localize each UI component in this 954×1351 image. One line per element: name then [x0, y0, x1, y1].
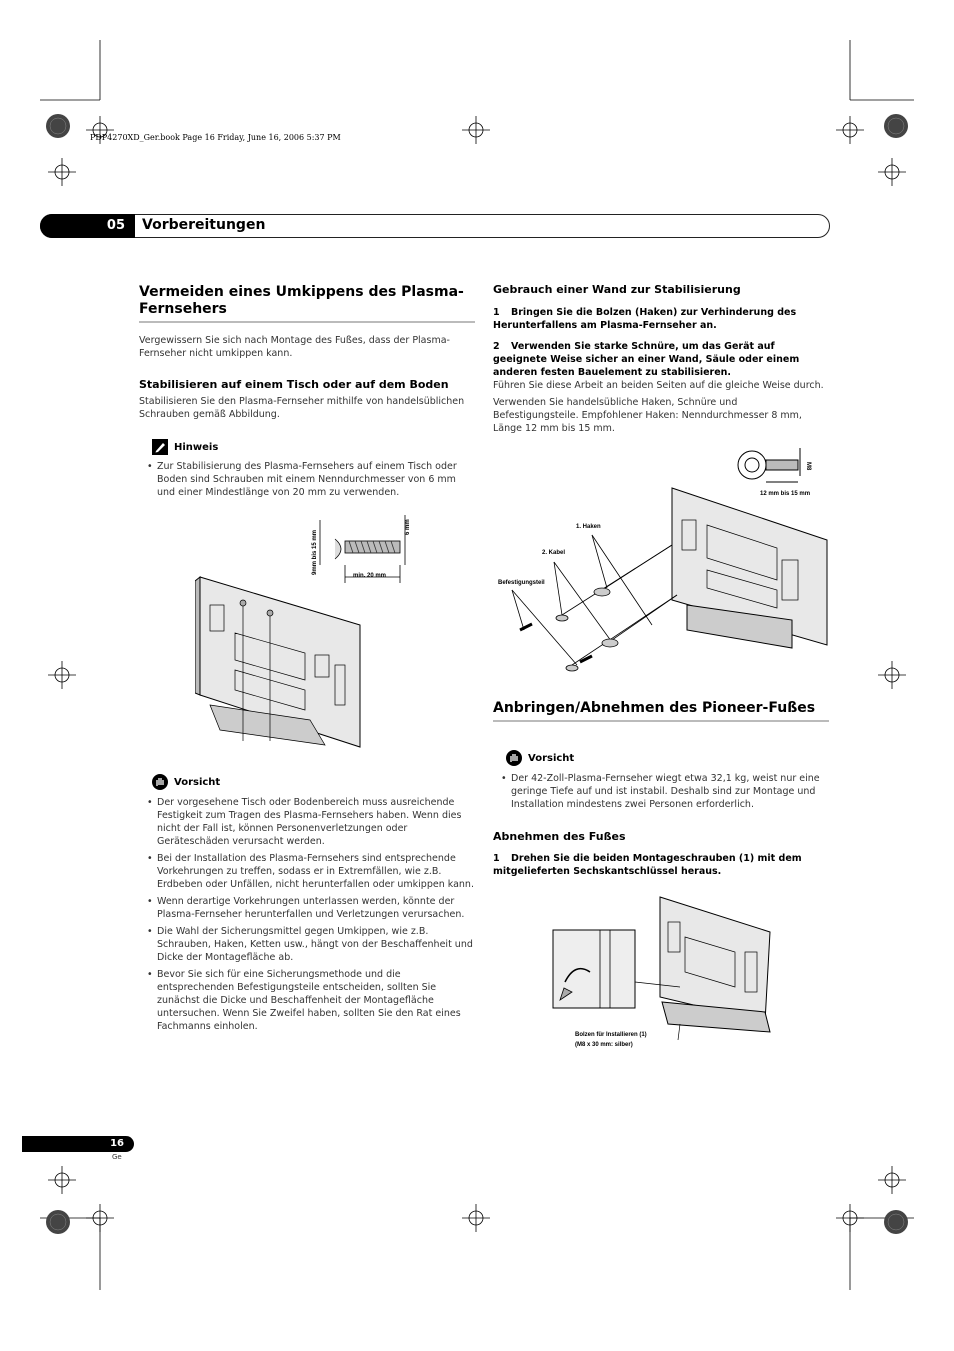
- print-info: PDP4270XD_Ger.book Page 16 Friday, June 16, 2006 5:37 PM: [90, 133, 341, 142]
- figure-wall-stabilization: [492, 440, 832, 685]
- page-number: 16: [22, 1136, 134, 1152]
- note-list: [147, 460, 475, 503]
- list-item: • Der vorgesehene Tisch oder Bodenbereich muss ausreichende Festigkeit zum Tragen des Plasma-Fernsehers haben. Wenn dies nicht der Fall ist, können Personenverletzungen oder Geräteschäden verursacht werden.: [147, 796, 475, 848]
- remove-step-1: 1 Drehen Sie die beiden Montageschrauben (1) mit dem mitgelieferten Sechskantschlüssel heraus.: [493, 853, 802, 877]
- pencil-icon: [152, 439, 168, 455]
- heading-rule: [493, 720, 829, 722]
- fixing-label: Befestigungsteil: [498, 580, 545, 586]
- figure-remove-stand: [550, 892, 775, 1052]
- chapter-title: Vorbereitungen: [142, 217, 266, 233]
- subheading-wall: Gebrauch einer Wand zur Stabilisierung: [493, 283, 741, 296]
- caution-heading-left: [152, 774, 220, 790]
- bolt-label: Bolzen für Installieren (1): [575, 1032, 647, 1038]
- subheading-table-floor: Stabilisieren auf einem Tisch oder auf dem Boden: [139, 378, 449, 391]
- list-item: • Die Wahl der Sicherungsmittel gegen Umkippen, wie z.B. Schrauben, Haken, Ketten usw., hängt von der Beschaffenheit und Dicke der Montagefläche ab.: [147, 925, 475, 964]
- figure-screw-stabilization: [195, 505, 415, 755]
- intro-text: Vergewissern Sie sich nach Montage des Fußes, dass der Plasma-Fernseher nicht umkippen kann.: [139, 335, 450, 359]
- dim-diameter-label: 6 mm: [405, 519, 411, 535]
- list-item: • Der 42-Zoll-Plasma-Fernseher wiegt etwa 32,1 kg, weist nur eine geringe Tiefe auf und ist instabil. Deshalb sind zur Montage und Installation mindestens zwei Personen erforderlich.: [501, 772, 829, 811]
- caution-label: Vorsicht: [528, 752, 575, 764]
- section-heading-tipping: Vermeiden eines Umkippens des Plasma-Fernsehers: [139, 284, 464, 317]
- language-code: Ge: [112, 1153, 122, 1161]
- hand-caution-icon: [152, 774, 168, 790]
- section-heading-stand: Anbringen/Abnehmen des Pioneer-Fußes: [493, 700, 816, 716]
- list-item: • Bevor Sie sich für eine Sicherungsmethode und die entsprechenden Befestigungsteile entscheiden, sollten Sie zunächst die Dicke und Beschaffenheit der Montagefläche untersuchen. Wenn Sie Zweifel haben, sollten Sie den Rat eines Fachmanns einholen.: [147, 968, 475, 1033]
- subheading-remove-stand: Abnehmen des Fußes: [493, 830, 626, 843]
- chapter-number: 05: [40, 214, 135, 238]
- heading-rule: [139, 321, 475, 323]
- caution-label: Vorsicht: [174, 776, 221, 788]
- note-heading: [152, 439, 218, 455]
- wall-step-2-note: Führen Sie diese Arbeit an beiden Seiten auf die gleiche Weise durch.: [493, 380, 824, 391]
- hook-label: 1. Haken: [576, 524, 601, 530]
- bolt-spec-label: (M8 x 30 mm: silber): [575, 1042, 633, 1048]
- note-label: Hinweis: [174, 441, 219, 453]
- list-item: • Wenn derartige Vorkehrungen unterlassen werden, könnte der Plasma-Fernseher herunterfallen und Verletzungen verursachen.: [147, 895, 475, 921]
- caution-heading-right: [506, 750, 574, 766]
- wall-step-2: 2 Verwenden Sie starke Schnüre, um das Gerät auf geeignete Weise sicher an einer Wand, Säule oder einem anderen festen Bauelement zu stabilisieren.: [493, 341, 800, 378]
- wall-text: Verwenden Sie handelsübliche Haken, Schnüre und Befestigungsteile. Empfohlener Haken: Nenndurchmesser 8 mm, Länge 12 mm bis 15 mm.: [493, 397, 802, 434]
- wall-step-1: 1 Bringen Sie die Bolzen (Haken) zur Verhinderung des Herunterfallens am Plasma-Fernseher an.: [493, 307, 797, 331]
- caution-list-right: [501, 772, 829, 815]
- caution-list-left: [147, 796, 475, 1037]
- list-item: • Zur Stabilisierung des Plasma-Fernsehers auf einem Tisch oder Boden sind Schrauben mit einem Nenndurchmesser von 6 mm und einer Mindestlänge von 20 mm zu verwenden.: [147, 460, 475, 499]
- cable-label: 2. Kabel: [542, 550, 566, 556]
- hand-caution-icon: [506, 750, 522, 766]
- hook-size-label: M8: [805, 462, 811, 471]
- hook-length-label: 12 mm bis 15 mm: [760, 491, 811, 497]
- table-floor-text: Stabilisieren Sie den Plasma-Fernseher mithilfe von handelsüblichen Schrauben gemäß Abbildung.: [139, 396, 465, 420]
- dim-length-label: 9mm bis 15 mm: [312, 529, 318, 575]
- list-item: • Bei der Installation des Plasma-Fernsehers sind entsprechende Vorkehrungen zu treffen, sodass er in Extremfällen, wie z.B. Erdbeben oder Unfällen, nicht herunterfallen oder umkippen kann.: [147, 852, 475, 891]
- dim-min-label: min. 20 mm: [353, 573, 387, 579]
